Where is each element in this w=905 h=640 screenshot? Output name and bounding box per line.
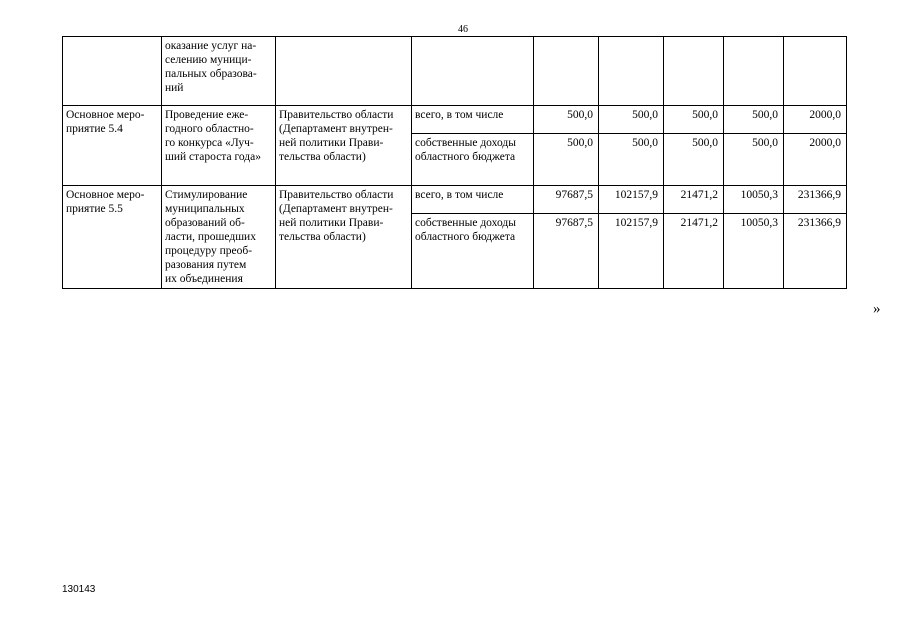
measure-cell xyxy=(63,37,162,106)
value-cell: 10050,3 xyxy=(724,214,784,289)
description-line: ший староста года» xyxy=(165,151,262,163)
value-cell xyxy=(534,37,599,106)
value-cell xyxy=(599,37,664,106)
value-cell: 102157,9 xyxy=(599,186,664,214)
description-line: их объединения xyxy=(165,273,243,285)
executor-line: ней политики Прави- xyxy=(279,137,384,149)
executor-cell xyxy=(276,106,412,186)
value-cell: 500,0 xyxy=(664,106,724,134)
value-cell: 500,0 xyxy=(534,106,599,134)
description-cell xyxy=(162,186,276,289)
executor-cell xyxy=(276,186,412,289)
source-line: всего, в том числе xyxy=(415,189,504,201)
description-line: селению муници- xyxy=(165,54,252,66)
description-line: ласти, прошедших xyxy=(165,231,256,243)
value-cell: 231366,9 xyxy=(784,186,847,214)
measure-cell xyxy=(63,186,162,289)
value-cell: 21471,2 xyxy=(664,214,724,289)
description-line: разования путем xyxy=(165,259,247,271)
source-line: областного бюджета xyxy=(415,151,516,163)
value-cell: 500,0 xyxy=(664,134,724,186)
value-cell: 500,0 xyxy=(534,134,599,186)
budget-table xyxy=(62,36,847,289)
description-line: пальных образова- xyxy=(165,68,257,80)
executor-line: тельства области) xyxy=(279,151,366,163)
executor-line: тельства области) xyxy=(279,231,366,243)
executor-line: Правительство области xyxy=(279,109,394,121)
value-cell xyxy=(784,37,847,106)
source-cell xyxy=(412,106,534,134)
description-line: муниципальных xyxy=(165,203,245,215)
document-code: 130143 xyxy=(62,584,96,595)
value-cell: 500,0 xyxy=(724,106,784,134)
value-cell: 500,0 xyxy=(599,134,664,186)
value-cell: 2000,0 xyxy=(784,134,847,186)
description-cell xyxy=(162,106,276,186)
value-cell: 500,0 xyxy=(599,106,664,134)
value-cell: 10050,3 xyxy=(724,186,784,214)
measure-cell xyxy=(63,106,162,186)
source-line: собственные доходы xyxy=(415,217,516,230)
description-cell xyxy=(162,37,276,106)
description-line: оказание услуг на- xyxy=(165,40,257,52)
measure-line: приятие 5.5 xyxy=(66,203,123,215)
source-line: областного бюджета xyxy=(415,231,516,244)
executor-line: ней политики Прави- xyxy=(279,217,384,229)
table-row xyxy=(63,186,847,214)
executor-line: (Департамент внутрен- xyxy=(279,123,393,135)
description-line: годного областно- xyxy=(165,123,254,135)
source-line: всего, в том числе xyxy=(415,109,504,121)
executor-cell xyxy=(276,37,412,106)
source-cell xyxy=(412,214,534,289)
source-cell xyxy=(412,134,534,186)
description-line: Проведение еже- xyxy=(165,109,249,121)
value-cell: 21471,2 xyxy=(664,186,724,214)
value-cell: 231366,9 xyxy=(784,214,847,289)
source-cell xyxy=(412,37,534,106)
measure-line: Основное меро- xyxy=(66,189,145,201)
executor-line: (Департамент внутрен- xyxy=(279,203,393,215)
value-cell: 102157,9 xyxy=(599,214,664,289)
value-cell: 500,0 xyxy=(724,134,784,186)
description-line: ний xyxy=(165,82,184,94)
description-line: Стимулирование xyxy=(165,189,248,201)
value-cell xyxy=(724,37,784,106)
measure-line: приятие 5.4 xyxy=(66,123,123,135)
executor-line: Правительство области xyxy=(279,189,394,201)
value-cell xyxy=(664,37,724,106)
description-line: процедуру преоб- xyxy=(165,245,253,257)
source-cell xyxy=(412,186,534,214)
value-cell: 2000,0 xyxy=(784,106,847,134)
table-row xyxy=(63,37,847,106)
description-line: образований об- xyxy=(165,217,245,229)
measure-line: Основное меро- xyxy=(66,109,145,121)
value-cell: 97687,5 xyxy=(534,186,599,214)
description-line: го конкурса «Луч- xyxy=(165,137,254,149)
closing-quote: » xyxy=(873,301,881,317)
table-row xyxy=(63,106,847,134)
value-cell: 97687,5 xyxy=(534,214,599,289)
source-line: собственные доходы xyxy=(415,137,516,149)
page-number: 46 xyxy=(458,24,468,35)
